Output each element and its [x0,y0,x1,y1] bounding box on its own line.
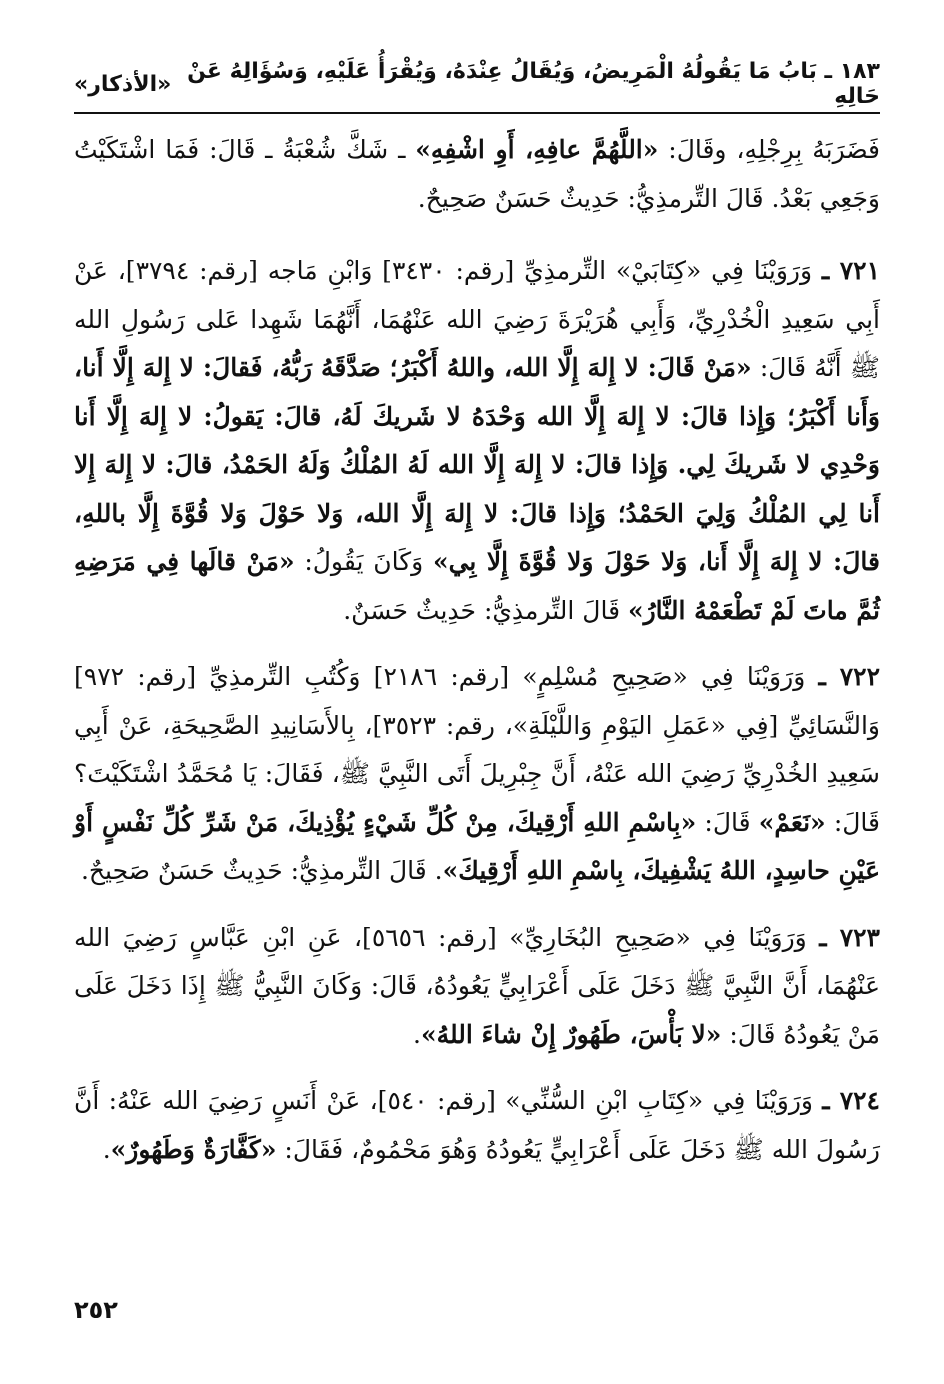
narration-text: . قَالَ التِّرمذِيُّ: حَدِيثٌ حَسَنٌ صَحِيحٌ. [80,856,443,885]
hadith-number: ٧٢٤ ـ [822,1086,880,1115]
body-text [74,126,880,1192]
quoted-dua-text: «بِاسْمِ اللهِ أَرْقِيكَ، مِنْ كُلِّ شَيْءٍ يُؤْذِيكَ، مَنْ شَرِّ كُلِّ نَفْسٍ أَوْ عَيْنِ حاسِدٍ، اللهُ يَشْفِيكَ، بِاسْمِ اللهِ أَرْقِيكَ» [74,807,880,885]
narration-text: . [412,1019,421,1049]
running-header [74,59,880,109]
hadith-number: ٧٢٣ ـ [819,922,880,952]
hadith-number: ٧٢٢ ـ [818,662,881,691]
narration-text: . [102,1134,111,1164]
chapter-title: ١٨٣ ـ بَابُ مَا يَقُولُهُ الْمَرِيضُ، وَيُقَالُ عِنْدَهُ، وَيُقْرَأُ عَلَيْهِ، وَسُؤَالِهُ عَنْ حَالِهِ [187,59,880,109]
quoted-dua-text: «لا بَأْسَ، طَهُورٌ إِنْ شاءَ اللهُ» [420,1019,722,1049]
paragraph-p0 [74,126,880,223]
quoted-dua-text: «مَنْ قَالَ: لا إِلهَ إِلَّا الله، واللهُ أَكْبَرُ؛ صَدَّقَهُ رَبُّهُ، فَقالَ: لا إِلهَ إِلَّا أَنا، وَأَنا أَكْبَرُ؛ وَإِذا قالَ: لا إِلهَ إِلَّا الله وَحْدَهُ لا شَريكَ لَهُ، قالَ: يَقولُ: لا إِلهَ إِلَّا أَنا وَحْدِي لا شَريكَ لِي. وَإِذا قالَ: لا إِلهَ إِلَّا الله لَهُ المُلْكُ وَلَهُ الحَمْدُ، قالَ: لا إِلهَ إِلا أَنا لِي المُلْكُ وَلِيَ الحَمْدُ؛ وَإِذا قالَ: لا إِلهَ إِلَّا الله، وَلا حَوْلَ وَلا قُوَّةَ إِلَّا باللهِ، قالَ: لا إِلهَ إِلَّا أَنا، وَلا حَوْلَ وَلا قُوَّةَ إِلَّا بِي» [74,353,881,576]
narration-text: قَالَ: [696,807,759,837]
narration-text: وَكَانَ يَقُولُ: [294,547,433,576]
paragraph-p724 [74,1077,880,1174]
paragraph-p721 [74,247,880,635]
narration-text: وَرَوَيْنَا فِي «كِتَابِ ابْنِ السُّنِّي» [رقم: ٥٤٠]، عَنْ أَنَسٍ رَضِيَ الله عَنْهُ: أَنَّ رَسُولَ الله ﷺ دَخَلَ عَلَى أَعْرَابِيٍّ يَعُودُهُ وَهُوَ مَحْمُومٌ، فَقَالَ: [74,1086,880,1164]
paragraph-p722 [74,653,880,896]
quoted-dua-text: «كَفَّارَةٌ وَطَهُورٌ» [110,1134,277,1164]
narration-text: وَرَوَيْنَا فِي «صَحِيحِ مُسْلِمٍ» [رقم: ٢١٨٦] وَكُتُبِ التِّرمذِيِّ [رقم: ٩٧٢] وَالنَّسَائِيِّ [فِي «عَمَلِ اليَوْمِ وَاللَّيْلَةِ»، رقم: ٣٥٢٣]، بِالأَسَانِيدِ الصَّحِيحَةِ، عَنْ أَبِي سَعِيدِ الخُدْرِيِّ رَضِيَ الله عَنْهُ، أَنَّ جِبْرِيلَ أَتَى النَّبِيَّ ﷺ، فَقَالَ: يَا مُحَمَّدُ اشْتَكَيْتَ؟ قَالَ: [74,662,880,837]
header-rule [74,112,880,114]
quoted-dua-text: «اللَّهُمَّ عافِهِ، أَوِ اشْفِهِ» [415,135,659,164]
quoted-dua-text: «مَنْ قالَها فِي مَرَضِهِ ثُمَّ ماتَ لَمْ تَطْعَمْهُ النَّارُ» [74,547,880,625]
paragraph-p723 [74,914,880,1060]
narration-text: وَرَوَيْنَا فِي «صَحِيحِ البُخَارِيِّ» [رقم: ٥٦٥٦]، عَنِ ابْنِ عَبَّاسٍ رَضِيَ الله عَنْهُمَا، أَنَّ النَّبِيَّ ﷺ دَخَلَ عَلَى أَعْرَابِيٍّ يَعُودُهُ، قَالَ: وَكَانَ النَّبِيُّ ﷺ إِذَا دَخَلَ عَلَى مَنْ يَعُودُهُ قَالَ: [74,922,880,1049]
narration-text: قَالَ التِّرمذِيُّ: حَدِيثٌ حَسَنٌ. [343,595,628,625]
hadith-number: ٧٢١ ـ [821,256,881,285]
narration-text: وَرَوَيْنَا فِي «كِتَابَيْ» التِّرمذِيِّ [رقم: ٣٤٣٠] وَابْنِ مَاجه [رقم: ٣٧٩٤]، عَنْ أَبِي سَعِيدِ الْخُدْرِيِّ، وَأَبِي هُرَيْرَةَ رَضِيَ الله عَنْهُمَا، أَنَّهُمَا شَهِدا عَلى رَسُولِ الله ﷺ أَنَّهُ قَالَ: [74,256,880,382]
narration-text: ـ شَكَّ شُعْبَةُ ـ قَالَ: فَمَا اشْتَكَيْتُ وَجَعِي بَعْدُ. قَالَ التِّرمذِيُّ: حَدِيثٌ حَسَنٌ صَحِيحٌ. [74,135,880,213]
narration-text: فَضَرَبَهُ بِرِجْلِهِ، وقَالَ: [658,135,881,164]
page-number: ٢٥٢ [74,1296,118,1324]
quoted-dua-text: «نَعَمْ» [758,807,826,837]
book-title: «الأذكار» [74,71,172,97]
